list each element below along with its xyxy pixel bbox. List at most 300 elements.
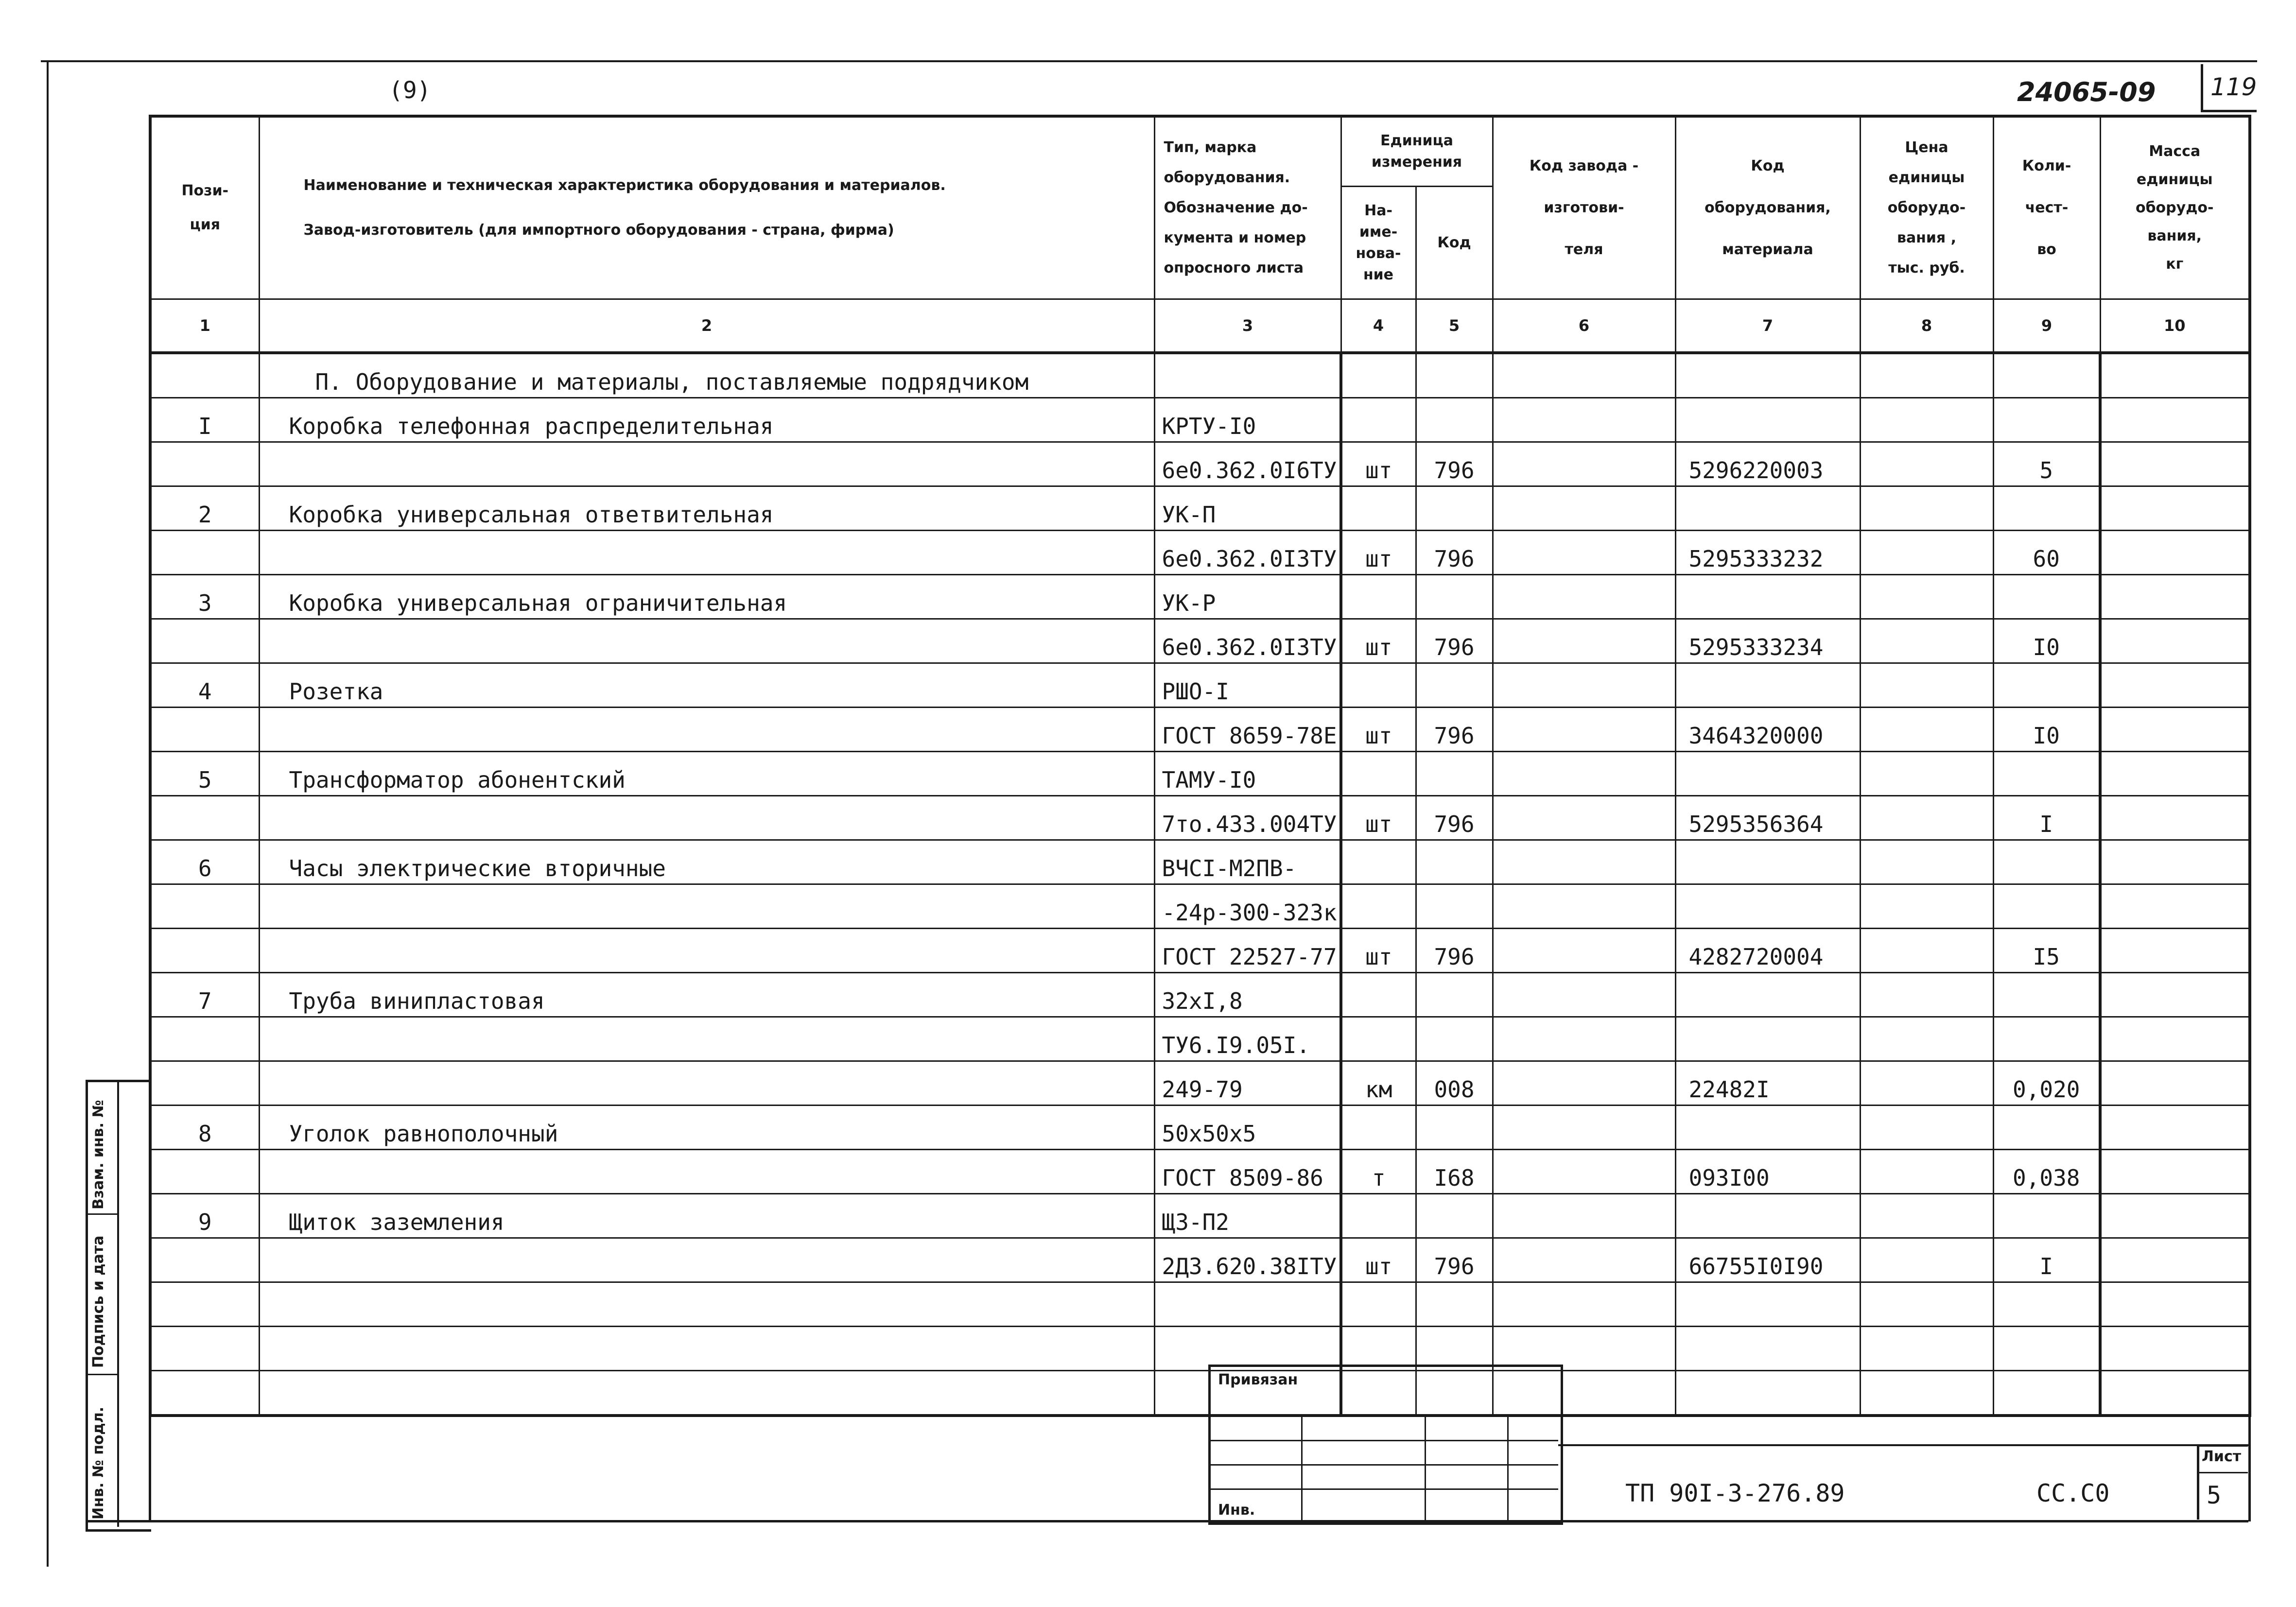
row-factory-code bbox=[1493, 1238, 1675, 1282]
table-row bbox=[150, 1282, 2250, 1327]
table-row bbox=[150, 1327, 2250, 1371]
row-name bbox=[259, 531, 1154, 575]
row-quantity bbox=[1993, 1282, 2100, 1327]
row-factory-code bbox=[1493, 1106, 1675, 1150]
row-unit-code bbox=[1416, 1017, 1493, 1061]
row-unit-code bbox=[1416, 1327, 1493, 1371]
table-row bbox=[150, 1106, 2250, 1150]
row-quantity bbox=[1993, 1194, 2100, 1238]
row-type: ГОСТ 8659-78Е bbox=[1154, 708, 1341, 752]
table-row bbox=[150, 1150, 2250, 1194]
row-unit: шт bbox=[1341, 929, 1416, 973]
row-type: -24р-300-323к bbox=[1154, 884, 1341, 929]
row-type: 6е0.362.0I3ТУ bbox=[1154, 531, 1341, 575]
row-mass bbox=[2100, 486, 2250, 531]
row-position bbox=[150, 1061, 259, 1106]
row-type: УК-Р bbox=[1154, 575, 1341, 619]
row-unit bbox=[1341, 973, 1416, 1017]
column-number-row bbox=[150, 299, 2250, 353]
row-factory-code bbox=[1493, 486, 1675, 531]
row-price bbox=[1860, 619, 1993, 663]
row-type: ГОСТ 22527-77 bbox=[1154, 929, 1341, 973]
row-factory-code bbox=[1493, 1327, 1675, 1371]
row-name: Часы электрические вторичные bbox=[259, 840, 1154, 884]
row-unit bbox=[1341, 1106, 1416, 1150]
row-factory-code bbox=[1493, 840, 1675, 884]
table-row bbox=[150, 442, 2250, 486]
row-type bbox=[1154, 353, 1341, 398]
row-position: 7 bbox=[150, 973, 259, 1017]
row-material-code bbox=[1675, 1194, 1860, 1238]
row-type: КРТУ-I0 bbox=[1154, 398, 1341, 442]
row-factory-code bbox=[1493, 973, 1675, 1017]
row-material-code bbox=[1675, 1327, 1860, 1371]
header-unit-name: На- име- нова- ние bbox=[1341, 187, 1416, 299]
side-cell-replace bbox=[88, 1082, 117, 1215]
row-unit bbox=[1341, 398, 1416, 442]
row-name bbox=[259, 1371, 1154, 1416]
row-name: Трансформатор абонентский bbox=[259, 752, 1154, 796]
table-row bbox=[150, 929, 2250, 973]
row-position bbox=[150, 531, 259, 575]
row-unit-code bbox=[1416, 353, 1493, 398]
table-row bbox=[150, 884, 2250, 929]
stamp-line bbox=[1425, 1416, 1426, 1522]
row-material-code bbox=[1675, 1371, 1860, 1416]
row-material-code: 4282720004 bbox=[1675, 929, 1860, 973]
table-row bbox=[150, 398, 2250, 442]
row-unit-code bbox=[1416, 398, 1493, 442]
row-price bbox=[1860, 1106, 1993, 1150]
header-name bbox=[259, 116, 1154, 299]
row-position bbox=[150, 1238, 259, 1282]
row-position bbox=[150, 929, 259, 973]
row-unit: шт bbox=[1341, 708, 1416, 752]
row-position bbox=[150, 708, 259, 752]
row-name bbox=[259, 796, 1154, 840]
row-unit: км bbox=[1341, 1061, 1416, 1106]
row-position bbox=[150, 1371, 259, 1416]
row-name: Коробка телефонная распределительная bbox=[259, 398, 1154, 442]
row-factory-code bbox=[1493, 1194, 1675, 1238]
row-position bbox=[150, 884, 259, 929]
row-unit bbox=[1341, 884, 1416, 929]
table-row bbox=[150, 840, 2250, 884]
row-type: 249-79 bbox=[1154, 1061, 1341, 1106]
row-position bbox=[150, 1150, 259, 1194]
row-material-code: 5295356364 bbox=[1675, 796, 1860, 840]
row-unit bbox=[1341, 1282, 1416, 1327]
row-unit-code: 796 bbox=[1416, 929, 1493, 973]
row-unit: шт bbox=[1341, 442, 1416, 486]
row-unit bbox=[1341, 486, 1416, 531]
row-mass bbox=[2100, 929, 2250, 973]
row-type: 6е0.362.0I6ТУ bbox=[1154, 442, 1341, 486]
row-unit bbox=[1341, 1194, 1416, 1238]
stamp-line bbox=[1507, 1416, 1509, 1522]
row-price bbox=[1860, 1150, 1993, 1194]
row-position bbox=[150, 796, 259, 840]
row-quantity bbox=[1993, 398, 2100, 442]
side-cell-signature bbox=[88, 1213, 117, 1375]
row-material-code bbox=[1675, 1106, 1860, 1150]
row-name bbox=[259, 1017, 1154, 1061]
row-unit-code bbox=[1416, 752, 1493, 796]
row-quantity bbox=[1993, 1106, 2100, 1150]
row-unit-code: 796 bbox=[1416, 442, 1493, 486]
row-quantity: I5 bbox=[1993, 929, 2100, 973]
row-type: 7то.433.004ТУ bbox=[1154, 796, 1341, 840]
header-unit-group: Единица измерения bbox=[1341, 116, 1493, 187]
row-quantity: I0 bbox=[1993, 619, 2100, 663]
header-type: Тип, марка оборудования. Обозначение до- кумента и номер опросного листа bbox=[1154, 116, 1341, 299]
specification-table bbox=[149, 115, 2251, 1417]
row-material-code bbox=[1675, 973, 1860, 1017]
table-row bbox=[150, 973, 2250, 1017]
sheet-box-divider bbox=[2199, 1472, 2248, 1473]
row-name bbox=[259, 1282, 1154, 1327]
row-position bbox=[150, 353, 259, 398]
table-row bbox=[150, 1061, 2250, 1106]
title-block-top-line bbox=[1558, 1444, 2248, 1446]
table-row bbox=[150, 708, 2250, 752]
row-quantity bbox=[1993, 1017, 2100, 1061]
row-price bbox=[1860, 1017, 1993, 1061]
row-mass bbox=[2100, 1371, 2250, 1416]
sheet-code: СС.С0 bbox=[2036, 1479, 2110, 1507]
header-equipment-code: Код оборудования, материала bbox=[1675, 116, 1860, 299]
row-mass bbox=[2100, 1282, 2250, 1327]
row-name bbox=[259, 708, 1154, 752]
row-material-code bbox=[1675, 486, 1860, 531]
row-material-code bbox=[1675, 1017, 1860, 1061]
row-name: Коробка универсальная ответвительная bbox=[259, 486, 1154, 531]
table-row bbox=[150, 575, 2250, 619]
inventory-label: Инв. bbox=[1218, 1502, 1255, 1519]
row-price bbox=[1860, 353, 1993, 398]
header-position: Пози- ция bbox=[150, 116, 259, 299]
column-number: 1 bbox=[150, 299, 259, 353]
row-quantity: I bbox=[1993, 1238, 2100, 1282]
row-price bbox=[1860, 1371, 1993, 1416]
header-mass: Масса единицы оборудо- вания, кг bbox=[2100, 116, 2250, 299]
row-unit: шт bbox=[1341, 1238, 1416, 1282]
row-unit bbox=[1341, 353, 1416, 398]
column-number: 6 bbox=[1493, 299, 1675, 353]
row-factory-code bbox=[1493, 398, 1675, 442]
table-row bbox=[150, 1017, 2250, 1061]
row-price bbox=[1860, 1238, 1993, 1282]
row-unit bbox=[1341, 840, 1416, 884]
row-name bbox=[259, 442, 1154, 486]
table-row bbox=[150, 1194, 2250, 1238]
row-name bbox=[259, 1327, 1154, 1371]
row-factory-code bbox=[1493, 575, 1675, 619]
row-price bbox=[1860, 1061, 1993, 1106]
side-label-replace: Взам. инв. № bbox=[90, 1100, 107, 1210]
row-type: ТАМУ-I0 bbox=[1154, 752, 1341, 796]
row-type: ВЧСI-М2ПВ- bbox=[1154, 840, 1341, 884]
row-unit: т bbox=[1341, 1150, 1416, 1194]
side-label-inventory: Инв. № подл. bbox=[90, 1406, 107, 1520]
row-mass bbox=[2100, 353, 2250, 398]
row-quantity bbox=[1993, 575, 2100, 619]
row-price bbox=[1860, 575, 1993, 619]
table-row bbox=[150, 796, 2250, 840]
row-unit-code: 796 bbox=[1416, 708, 1493, 752]
row-position bbox=[150, 1017, 259, 1061]
row-unit-code bbox=[1416, 486, 1493, 531]
row-mass bbox=[2100, 840, 2250, 884]
header-name-line2: Завод-изготовитель (для импортного оборудования - страна, фирма) bbox=[303, 222, 894, 239]
row-position: 3 bbox=[150, 575, 259, 619]
row-price bbox=[1860, 708, 1993, 752]
row-factory-code bbox=[1493, 1150, 1675, 1194]
row-material-code bbox=[1675, 752, 1860, 796]
row-unit-code: 796 bbox=[1416, 619, 1493, 663]
row-price bbox=[1860, 442, 1993, 486]
column-number: 8 bbox=[1860, 299, 1993, 353]
row-price bbox=[1860, 1194, 1993, 1238]
column-number: 3 bbox=[1154, 299, 1341, 353]
row-material-code: 093I00 bbox=[1675, 1150, 1860, 1194]
row-unit: шт bbox=[1341, 619, 1416, 663]
row-factory-code bbox=[1493, 1282, 1675, 1327]
row-material-code bbox=[1675, 663, 1860, 708]
table-row bbox=[150, 353, 2250, 398]
row-mass bbox=[2100, 1194, 2250, 1238]
row-position bbox=[150, 442, 259, 486]
column-number: 10 bbox=[2100, 299, 2250, 353]
row-material-code: 5295333232 bbox=[1675, 531, 1860, 575]
stamp-line bbox=[1211, 1440, 1558, 1441]
row-material-code bbox=[1675, 398, 1860, 442]
row-mass bbox=[2100, 1061, 2250, 1106]
row-price bbox=[1860, 884, 1993, 929]
row-unit-code bbox=[1416, 884, 1493, 929]
row-unit-code bbox=[1416, 1194, 1493, 1238]
binding-label: Привязан bbox=[1218, 1371, 1298, 1388]
row-quantity bbox=[1993, 353, 2100, 398]
row-mass bbox=[2100, 1106, 2250, 1150]
row-position: 8 bbox=[150, 1106, 259, 1150]
frame-left-line bbox=[47, 60, 49, 1567]
row-price bbox=[1860, 398, 1993, 442]
row-quantity bbox=[1993, 840, 2100, 884]
row-factory-code bbox=[1493, 708, 1675, 752]
row-name: Щиток заземления bbox=[259, 1194, 1154, 1238]
row-name bbox=[259, 1238, 1154, 1282]
row-mass bbox=[2100, 663, 2250, 708]
row-mass bbox=[2100, 1017, 2250, 1061]
row-type: ЩЗ-П2 bbox=[1154, 1194, 1341, 1238]
row-unit bbox=[1341, 575, 1416, 619]
table-row bbox=[150, 752, 2250, 796]
row-mass bbox=[2100, 796, 2250, 840]
row-material-code: 5296220003 bbox=[1675, 442, 1860, 486]
sheet-label: Лист bbox=[2202, 1448, 2242, 1465]
row-name: Розетка bbox=[259, 663, 1154, 708]
row-price bbox=[1860, 531, 1993, 575]
row-material-code: 22482I bbox=[1675, 1061, 1860, 1106]
column-number: 9 bbox=[1993, 299, 2100, 353]
row-unit-code bbox=[1416, 575, 1493, 619]
row-price bbox=[1860, 929, 1993, 973]
row-mass bbox=[2100, 1238, 2250, 1282]
row-mass bbox=[2100, 619, 2250, 663]
row-type: 50х50х5 bbox=[1154, 1106, 1341, 1150]
table-row bbox=[150, 619, 2250, 663]
header-name-line1: Наименование и техническая характеристика оборудования и материалов. bbox=[303, 177, 946, 194]
row-price bbox=[1860, 1282, 1993, 1327]
row-position: 5 bbox=[150, 752, 259, 796]
row-unit bbox=[1341, 752, 1416, 796]
row-name: Коробка универсальная ограничительная bbox=[259, 575, 1154, 619]
row-unit-code: 008 bbox=[1416, 1061, 1493, 1106]
row-position: 6 bbox=[150, 840, 259, 884]
row-price bbox=[1860, 663, 1993, 708]
row-material-code: 3464320000 bbox=[1675, 708, 1860, 752]
row-quantity: I0 bbox=[1993, 708, 2100, 752]
row-quantity bbox=[1993, 1327, 2100, 1371]
stamp-line bbox=[1301, 1416, 1303, 1522]
header-factory-code: Код завода - изготови- теля bbox=[1493, 116, 1675, 299]
row-quantity bbox=[1993, 884, 2100, 929]
row-name bbox=[259, 1150, 1154, 1194]
frame-bottom-line bbox=[86, 1520, 2248, 1522]
row-name bbox=[259, 1061, 1154, 1106]
row-material-code bbox=[1675, 840, 1860, 884]
row-unit-code: I68 bbox=[1416, 1150, 1493, 1194]
row-name: Уголок равнополочный bbox=[259, 1106, 1154, 1150]
row-material-code bbox=[1675, 1282, 1860, 1327]
column-number: 7 bbox=[1675, 299, 1860, 353]
column-number: 2 bbox=[259, 299, 1154, 353]
row-price bbox=[1860, 486, 1993, 531]
table-row bbox=[150, 1238, 2250, 1282]
row-name: П. Оборудование и материалы, поставляемые подрядчиком bbox=[259, 353, 1154, 398]
row-position bbox=[150, 1327, 259, 1371]
header-unit-code: Код bbox=[1416, 187, 1493, 299]
row-material-code bbox=[1675, 575, 1860, 619]
sheet-number: 5 bbox=[2207, 1481, 2222, 1509]
row-unit-code bbox=[1416, 1106, 1493, 1150]
row-type: РШО-I bbox=[1154, 663, 1341, 708]
row-name: Труба винипластовая bbox=[259, 973, 1154, 1017]
row-unit: шт bbox=[1341, 531, 1416, 575]
row-material-code bbox=[1675, 353, 1860, 398]
row-name bbox=[259, 929, 1154, 973]
row-factory-code bbox=[1493, 1061, 1675, 1106]
row-mass bbox=[2100, 708, 2250, 752]
side-stamp bbox=[86, 1080, 151, 1532]
row-mass bbox=[2100, 575, 2250, 619]
table-row bbox=[150, 1371, 2250, 1416]
row-mass bbox=[2100, 398, 2250, 442]
row-unit-code: 796 bbox=[1416, 531, 1493, 575]
row-factory-code bbox=[1493, 1017, 1675, 1061]
row-factory-code bbox=[1493, 752, 1675, 796]
row-quantity bbox=[1993, 752, 2100, 796]
row-mass bbox=[2100, 752, 2250, 796]
table-row bbox=[150, 663, 2250, 708]
row-mass bbox=[2100, 1327, 2250, 1371]
row-name bbox=[259, 619, 1154, 663]
row-price bbox=[1860, 796, 1993, 840]
row-factory-code bbox=[1493, 929, 1675, 973]
stamp-line bbox=[1211, 1488, 1558, 1490]
row-type: 32хI,8 bbox=[1154, 973, 1341, 1017]
table-body bbox=[150, 353, 2250, 1416]
row-factory-code bbox=[1493, 796, 1675, 840]
row-quantity bbox=[1993, 1371, 2100, 1416]
row-mass bbox=[2100, 1150, 2250, 1194]
row-factory-code bbox=[1493, 442, 1675, 486]
row-quantity: 0,038 bbox=[1993, 1150, 2100, 1194]
table-row bbox=[150, 531, 2250, 575]
row-material-code: 5295333234 bbox=[1675, 619, 1860, 663]
row-mass bbox=[2100, 531, 2250, 575]
header-quantity: Коли- чест- во bbox=[1993, 116, 2100, 299]
row-quantity bbox=[1993, 663, 2100, 708]
row-mass bbox=[2100, 442, 2250, 486]
row-quantity: I bbox=[1993, 796, 2100, 840]
column-number: 5 bbox=[1416, 299, 1493, 353]
row-quantity: 5 bbox=[1993, 442, 2100, 486]
binding-stamp bbox=[1208, 1365, 1563, 1525]
row-factory-code bbox=[1493, 663, 1675, 708]
row-unit-code bbox=[1416, 973, 1493, 1017]
row-position bbox=[150, 1282, 259, 1327]
row-mass bbox=[2100, 973, 2250, 1017]
row-unit-code bbox=[1416, 840, 1493, 884]
row-quantity: 0,020 bbox=[1993, 1061, 2100, 1106]
row-quantity bbox=[1993, 486, 2100, 531]
row-position: 9 bbox=[150, 1194, 259, 1238]
row-factory-code bbox=[1493, 619, 1675, 663]
row-type: УК-П bbox=[1154, 486, 1341, 531]
row-price bbox=[1860, 973, 1993, 1017]
row-factory-code bbox=[1493, 884, 1675, 929]
table-row bbox=[150, 486, 2250, 531]
stamp-line bbox=[1211, 1464, 1558, 1466]
row-factory-code bbox=[1493, 531, 1675, 575]
table-header-row bbox=[150, 116, 2250, 187]
row-unit bbox=[1341, 1327, 1416, 1371]
row-price bbox=[1860, 1327, 1993, 1371]
row-unit bbox=[1341, 663, 1416, 708]
stamp-line bbox=[1211, 1416, 1558, 1417]
column-number: 4 bbox=[1341, 299, 1416, 353]
side-stamp-divider bbox=[117, 1082, 119, 1527]
row-quantity: 60 bbox=[1993, 531, 2100, 575]
row-unit-code: 796 bbox=[1416, 796, 1493, 840]
page-number: 119 bbox=[2210, 73, 2257, 101]
row-position: 2 bbox=[150, 486, 259, 531]
row-type: 2Д3.620.38IТУ bbox=[1154, 1238, 1341, 1282]
row-name bbox=[259, 884, 1154, 929]
row-price bbox=[1860, 840, 1993, 884]
project-number: ТП 90I-3-276.89 bbox=[1625, 1479, 1845, 1507]
row-factory-code bbox=[1493, 353, 1675, 398]
side-label-signature: Подпись и дата bbox=[90, 1235, 107, 1368]
document-code: 24065-09 bbox=[2017, 77, 2156, 107]
row-type bbox=[1154, 1282, 1341, 1327]
row-type: 6е0.362.0I3ТУ bbox=[1154, 619, 1341, 663]
row-unit-code bbox=[1416, 663, 1493, 708]
row-type bbox=[1154, 1327, 1341, 1371]
row-mass bbox=[2100, 884, 2250, 929]
